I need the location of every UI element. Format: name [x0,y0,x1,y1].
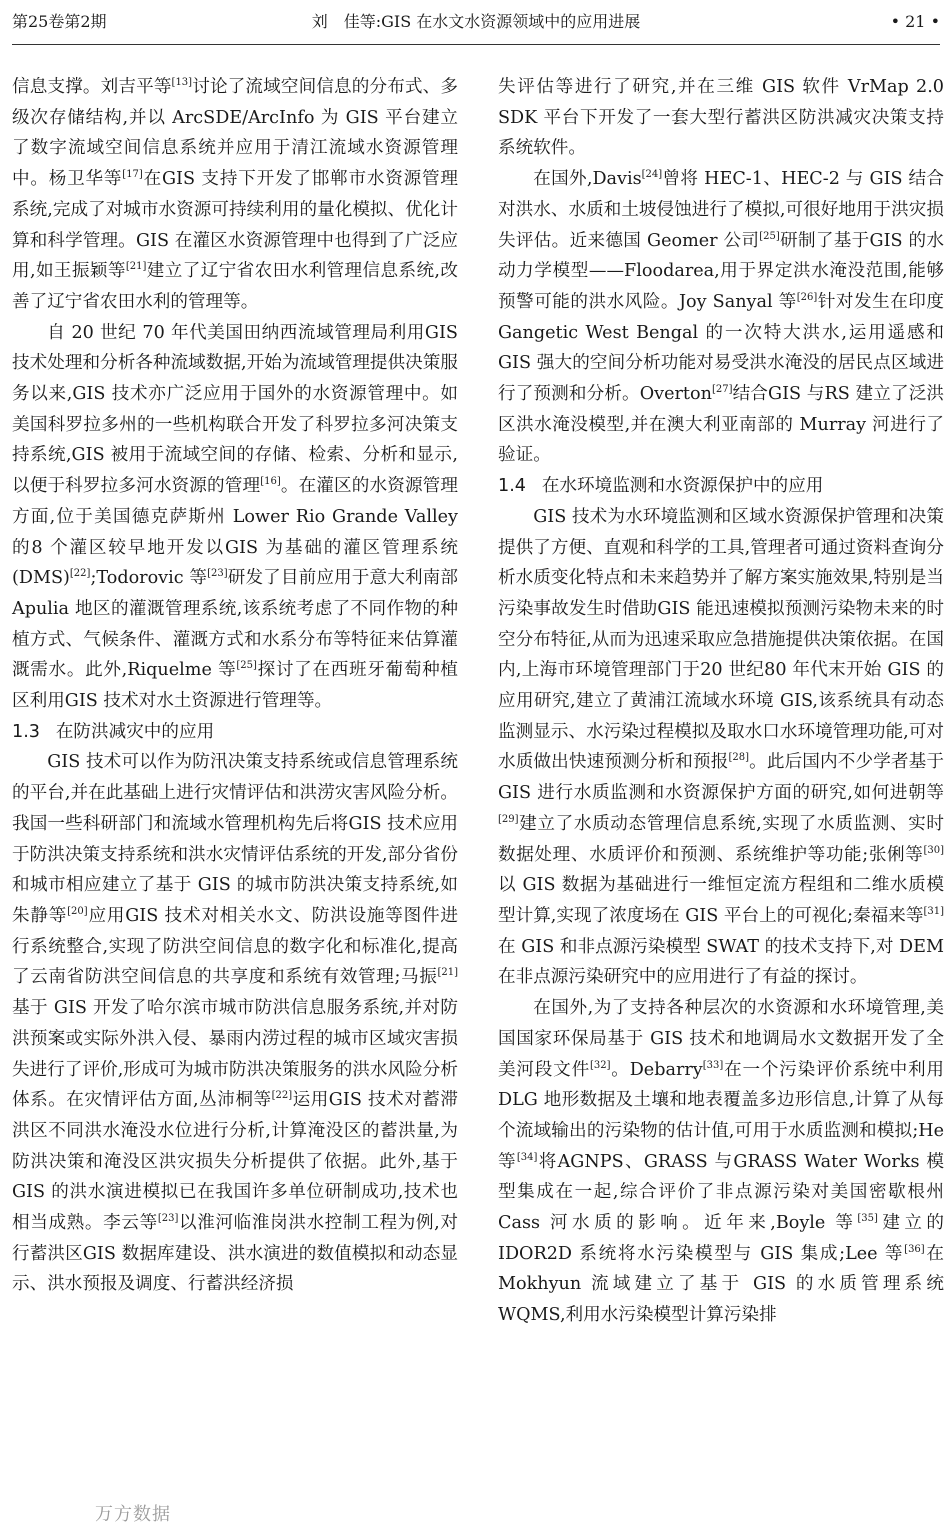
citation-ref: [27] [711,384,733,396]
paragraph-text: 信息支撑。刘吉平等 [12,77,172,97]
citation-ref: [31] [923,906,944,918]
citation-ref: [23] [157,1213,179,1225]
body-paragraph [498,72,944,164]
paragraph-text: 曾将 HEC-1、HEC-2 与 GIS 结合对洪水、水质和土坡侵蚀进行了模拟,可很好地用于洪灾损失评估。近来德国 Geomer 公司 [498,169,944,251]
paragraph-text: 基于 GIS 开发了哈尔滨市城市防洪信息服务系统,并对防洪预案或实际外洪入侵、暴雨内涝过程的城市区域灾害损失进行了评价,形成可为城市防洪决策服务的洪水风险分析体系。在灾情评估方面,丛沛桐等 [12,998,458,1111]
paragraph-text: 在国外,Davis [533,169,642,190]
paragraph-text: 失评估等进行了研究,并在三维 GIS 软件 VrMap 2.0 SDK 平台下开发了一套大型行蓄洪区防洪减灾决策支持系统软件。 [498,77,944,159]
citation-ref: [13] [171,77,193,89]
paragraph-text: ;Todorovic 等 [90,568,208,589]
section-heading [498,471,944,502]
journal-volume: 第25卷第2期 [12,12,107,31]
citation-ref: [21] [437,967,458,979]
paragraph-text: 结合GIS 与RS 建立了泛洪区洪水淹没模型,并在澳大利亚南部的 Murray 河进行了验证。 [498,384,945,466]
paragraph-text: 在 Mokhyun 流域建立了基于 GIS 的水质管理系统 WQMS,利用水污染模型计算污染排 [498,1243,944,1326]
citation-ref: [25] [236,660,257,672]
paragraph-text: 建立的 IDOR2D 系统将水污染模型与 GIS 集成;Lee 等 [498,1213,944,1264]
paragraph-text: 在 GIS 和非点源污染模型 SWAT 的技术支持下,对 DEM 在非点源污染研究中的应用进行了有益的探讨。 [498,936,944,988]
citation-ref: [20] [67,906,88,918]
running-title: 刘 佳等:GIS 在水文水资源领域中的应用进展 [311,12,641,31]
citation-ref: [21] [125,261,147,273]
body-paragraph [12,747,458,1300]
paragraph-text: 。此后国内不少学者基于GIS 进行水质监测和水资源保护方面的研究,如何进朝等 [498,752,944,804]
citation-ref: [33] [702,1059,724,1071]
paragraph-text: 讨论了流域空间信息的分布式、多级次存储结构,并以 ArcSDE/ArcInfo 为 GIS 平台建立了数字流域空间信息系统并应用于清江流域水资源管理中。杨卫华等 [12,77,458,190]
citation-ref: [16] [260,476,281,488]
citation-ref: [35] [857,1213,878,1225]
paragraph-text: 。Debarry [610,1059,703,1080]
body-paragraph [498,993,944,1331]
paragraph-text: 在GIS 支持下开发了邯郸市水资源管理系统,完成了对城市水资源可持续利用的量化模拟、优化计算和科学管理。GIS 在灌区水资源管理中也得到了广泛应用,如王振颖等 [12,169,458,282]
citation-ref: [17] [122,169,143,181]
watermark: 万方数据 [95,1504,171,1525]
paragraph-text: 将AGNPS、GRASS 与GRASS Water Works 模型集成在一起,综合评价了非点源污染对美国密歇根州Cass 河水质的影响。近年来,Boyle 等 [498,1151,944,1234]
body-paragraph [498,164,944,471]
section-title: 在水环境监测和水资源保护中的应用 [541,476,824,497]
paragraph-text: 建立了辽宁省农田水利管理信息系统,改善了辽宁省农田水利的管理等。 [12,261,458,312]
paragraph-text: GIS 技术为水环境监测和区域水资源保护管理和决策提供了方便、直观和科学的工具,管理者可通过资料查询分析水质变化特点和未来趋势并了解方案实施效果,特别是当污染事故发生时借助GIS 能迅速模拟预测污染物未来的时空分布特征,从而为迅速采取应急措施提供决策依据。在国内,上海市环境管理部门于20 世纪80 年代末开始 GIS 的应用研究,建立了黄浦江流域水环境 GIS,该系统具有动态监测显示、水污染过程模拟及取水口水环境管理功能,可对水质做出快速预测分析和预报 [498,506,944,773]
paragraph-text: 应用GIS 技术对相关水文、防洪设施等图件进行系统整合,实现了防洪空间信息的数字化和标准化,提高了云南省防洪空间信息的共享度和系统有效管理;马振 [12,905,458,988]
paragraph-text: GIS 技术可以作为防汛决策支持系统或信息管理系统的平台,并在此基础上进行灾情评估和洪涝灾害风险分析。我国一些科研部门和流域水管理机构先后将GIS 技术应用于防洪决策支持系统和洪水灾情评估系统的开发,部分省份和城市相应建立了基于 GIS 的城市防洪决策支持系统,如朱静等 [12,752,458,926]
running-header [12,0,940,45]
body-paragraph [12,72,458,318]
citation-ref: [29] [498,814,519,826]
citation-ref: [34] [516,1151,538,1163]
citation-ref: [22] [271,1090,293,1102]
citation-ref: [23] [207,568,228,580]
citation-ref: [22] [69,568,91,580]
citation-ref: [32] [589,1059,611,1071]
left-column [12,72,458,1300]
paragraph-text: 自 20 世纪 70 年代美国田纳西流域管理局利用GIS 技术处理和分析各种流域数据,开始为流域管理提供决策服务以来,GIS 技术亦广泛应用于国外的水资源管理中。如美国科罗拉多州的一些机构联合开发了科罗拉多河决策支持系统,GIS 被用于流域空间的存储、检索、分析和显示,以便于科罗拉多河水资源的管理 [12,322,458,497]
page-number: • 21 • [890,12,940,31]
paragraph-text: 探讨了在西班牙葡萄种植区利用GIS 技术对水土资源进行管理等。 [12,660,458,712]
paragraph-text: 针对发生在印度 Gangetic West Bengal 的一次特大洪水,运用遥感和GIS 强大的空间分析功能对易受洪水淹没的居民点区域进行了预测和分析。Overton [498,291,944,405]
body-paragraph [498,502,944,993]
citation-ref: [30] [923,844,944,856]
paragraph-text: 以淮河临淮岗洪水控制工程为例,对行蓄洪区GIS 数据库建设、洪水演进的数值模拟和动态显示、洪水预报及调度、行蓄洪经济损 [12,1213,458,1295]
body-paragraph [12,318,458,717]
citation-ref: [28] [728,752,749,764]
paragraph-text: 建立了水质动态管理信息系统,实现了水质监测、实时数据处理、水质评价和预测、系统维护等功能;张俐等 [498,813,944,865]
citation-ref: [24] [641,169,663,181]
paragraph-text: 研制了基于GIS 的水动力学模型——Floodarea,用于界定洪水淹没范围,能够预警可能的洪水风险。Joy Sanyal 等 [498,230,944,312]
section-heading [12,717,458,748]
paragraph-text: 以 GIS 数据为基础进行一维恒定流方程组和二维水质模型计算,实现了浓度场在 GIS 平台上的可视化;秦福来等 [498,875,944,926]
section-number: 1.4 [498,476,526,497]
citation-ref: [26] [796,292,818,304]
citation-ref: [36] [904,1243,925,1255]
paragraph-text: 研发了目前应用于意大利南部 Apulia 地区的灌溉管理系统,该系统考虑了不同作物的种植方式、气候条件、灌溉方式和水系分布等特征来估算灌溉需水。此外,Riquelme 等 [12,568,458,681]
paragraph-text: 运用GIS 技术对蓄滞洪区不同洪水淹没水位进行分析,计算淹没区的蓄洪量,为防洪决策和淹没区洪灾损失分析提供了依据。此外,基于GIS 的洪水演进模拟已在我国许多单位研制成功,技术也相当成熟。李云等 [12,1090,458,1234]
section-title: 在防洪减灾中的应用 [55,721,215,742]
paragraph-text: 在一个污染评价系统中利用 DLG 地形数据及土壤和地表覆盖多边形信息,计算了从每个流域输出的污染物的估计值,可用于水质监测和模拟;He 等 [498,1059,944,1172]
section-number: 1.3 [12,721,40,742]
right-column [498,72,944,1331]
paragraph-text: 在国外,为了支持各种层次的水资源和水环境管理,美国国家环保局基于 GIS 技术和地调局水文数据开发了全美河段文件 [498,998,944,1080]
citation-ref: [25] [759,230,780,242]
paragraph-text: 。在灌区的水资源管理方面,位于美国德克萨斯州 Lower Rio Grande Valley 的8 个灌区较早地开发以GIS 为基础的灌区管理系统(DMS) [12,476,458,589]
